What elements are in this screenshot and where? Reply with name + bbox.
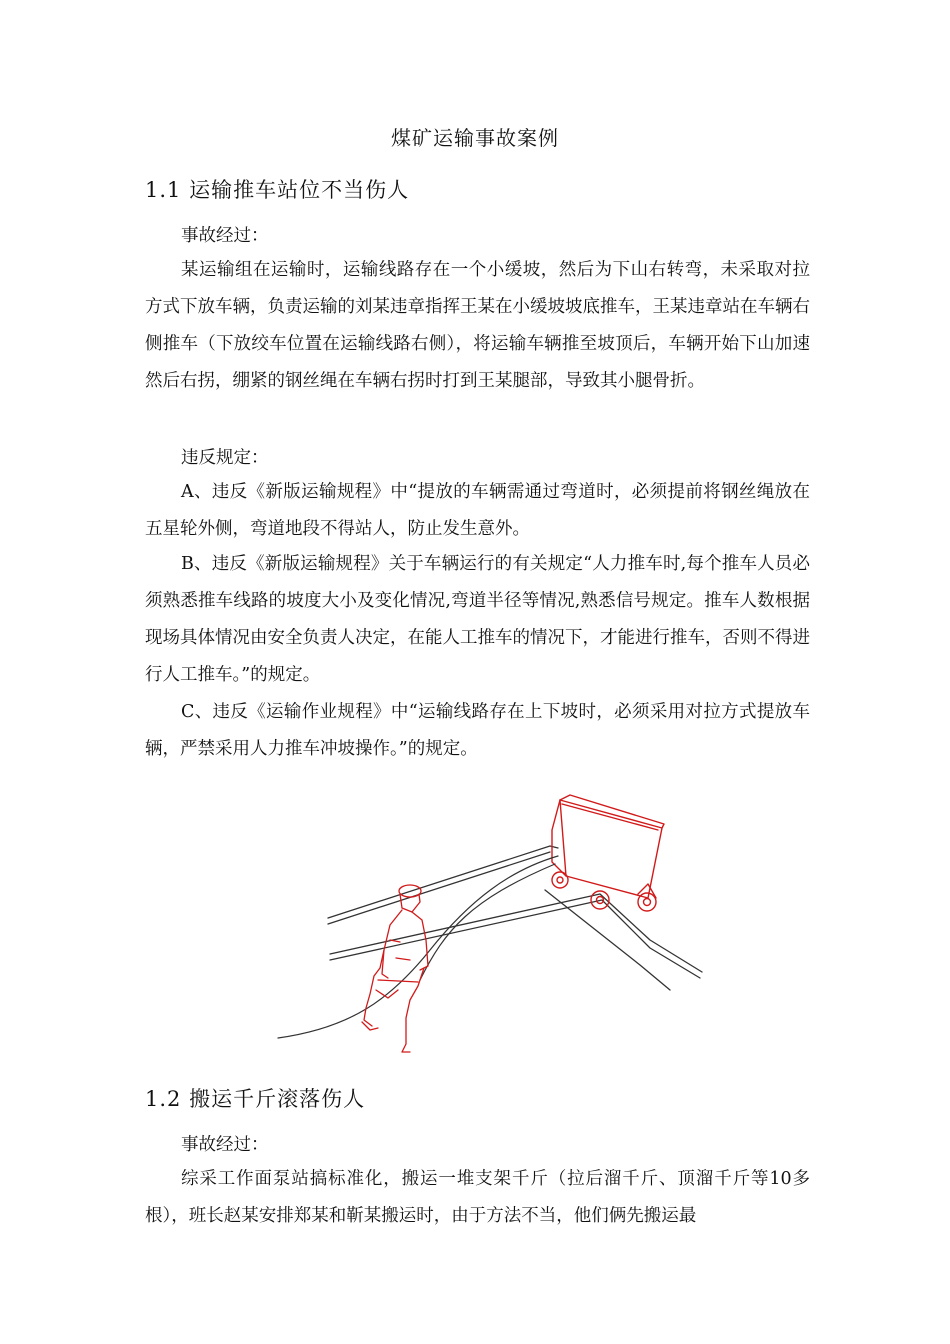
section-1-violation-label: 违反规定： <box>181 448 269 468</box>
wire-rope <box>278 856 558 1038</box>
section-1-rule-b: B、违反《新版运输规程》关于车辆运行的有关规定“人力推车时,每个推车人员必须熟悉推车线路的坡度大小及变化情况,弯道半径等情况,熟悉信号规定。推车人数根据现场具体情况由安全负责人决定，在能人工推车的情况下，才能进行推车，否则不得进行人工推车。”的规定。 <box>145 554 810 685</box>
mine-cart <box>552 795 664 911</box>
section-1-heading: 1.1 运输推车站位不当伤人 <box>145 178 410 202</box>
section-1-process-label: 事故经过： <box>181 226 269 246</box>
section-2-process-label: 事故经过： <box>181 1135 269 1155</box>
section-1-rule-c: C、违反《运输作业规程》中“运输线路存在上下坡时，必须采用对拉方式提放车辆，严禁采用人力推车冲坡操作。”的规定。 <box>145 702 810 759</box>
page-title: 煤矿运输事故案例 <box>391 126 559 150</box>
section-2-heading: 1.2 搬运千斤滚落伤人 <box>145 1087 366 1111</box>
rail-tracks <box>328 846 702 990</box>
section-1-rule-a: A、违反《新版运输规程》中“提放的车辆需通过弯道时，必须提前将钢丝绳放在五星轮外侧，弯道地段不得站人，防止发生意外。 <box>145 482 810 539</box>
section-2-process-text: 综采工作面泵站搞标准化，搬运一堆支架千斤（拉后溜千斤、顶溜千斤等10多根），班长赵某安排郑某和靳某搬运时，由于方法不当，他们俩先搬运最 <box>145 1169 810 1226</box>
section-1-process-text: 某运输组在运输时，运输线路存在一个小缓坡，然后为下山右转弯，未采取对拉方式下放车辆，负责运输的刘某违章指挥王某在小缓坡坡底推车，王某违章站在车辆右侧推车（下放绞车位置在运输线路右侧），将运输车辆推至坡顶后，车辆开始下山加速然后右拐，绷紧的钢丝绳在车辆右拐时打到王某腿部，导致其小腿骨折。 <box>145 260 810 391</box>
mine-cart-accident-illustration <box>270 790 720 1070</box>
